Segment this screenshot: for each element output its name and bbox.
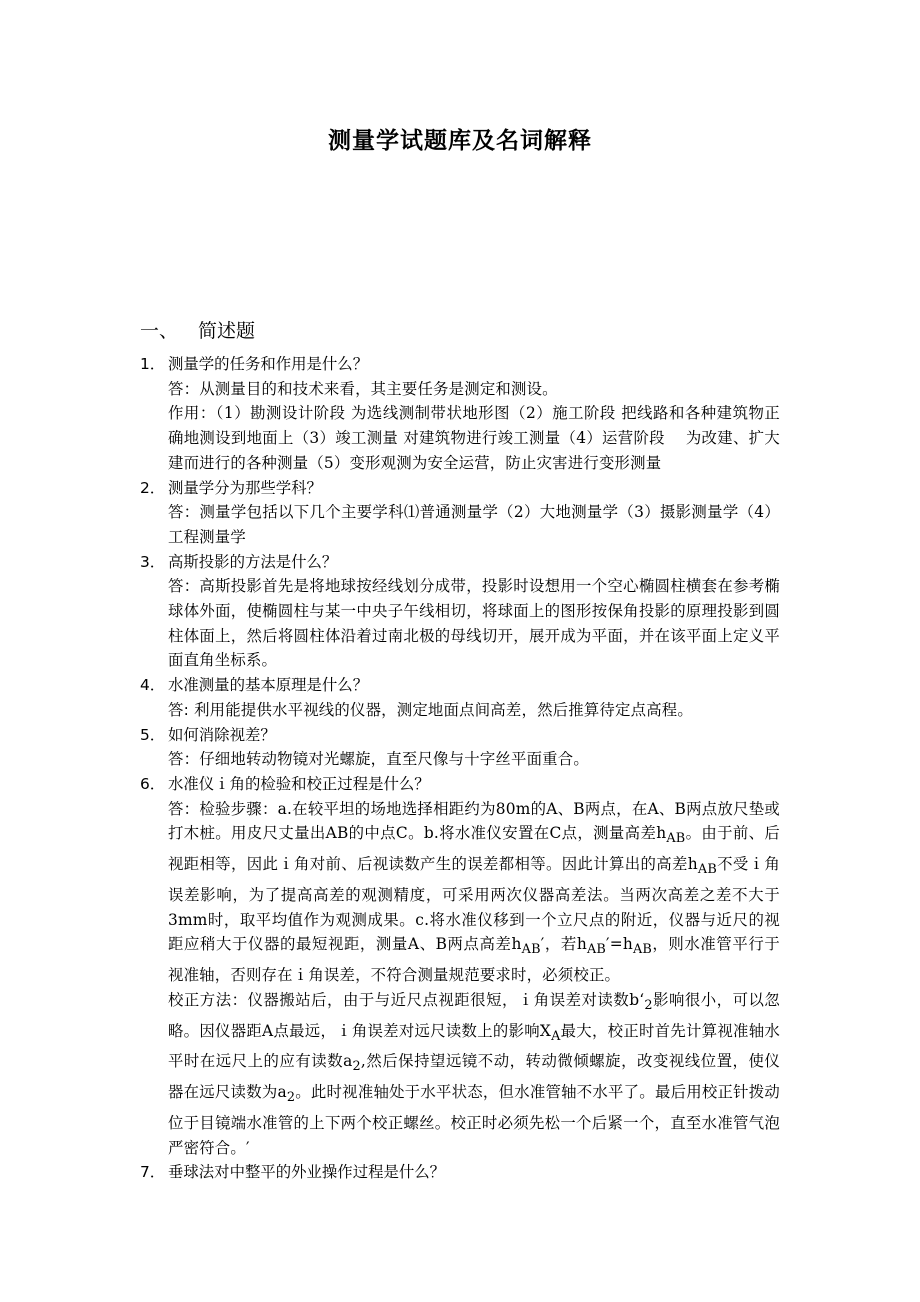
question-5 — [140, 723, 780, 772]
answer-paragraph — [168, 698, 780, 723]
page-title: 测量学试题库及名词解释 — [328, 128, 592, 154]
subscript: AB — [697, 862, 717, 878]
answer-text: ′，若h — [540, 935, 587, 954]
answer-text: ,然后保持望远镜不动，转动微倾螺旋，改变视线位置，使仪器在远尺读数为a — [168, 1052, 780, 1102]
answer-text: ，则水准管平行于视准轴，否则存在ｉ角误差，不符合测量规范要求时，必须校正。 — [168, 935, 780, 985]
answer-text: 检验步骤：a.在较平坦的场地选择相距约为80m的A、B两点，在A、B两点放尺垫或打木桩。用皮尺丈量出AB的中点C。b.将水准仪安置在C点，测量高差h — [168, 799, 780, 843]
subscript: A — [551, 1028, 561, 1044]
question-number: 6． — [140, 774, 166, 793]
question-text: 垂球法对中整平的外业操作过程是什么？ — [168, 1163, 446, 1182]
answer-paragraph — [168, 797, 780, 988]
answer-paragraph — [168, 377, 780, 402]
question-title — [140, 772, 780, 797]
answer-paragraph — [168, 574, 780, 673]
subscript: 2 — [644, 997, 653, 1013]
answer-text: 仔细地转动物镜对光螺旋，直至尺像与十字丝平面重合。 — [199, 750, 589, 769]
question-text: 高斯投影的方法是什么？ — [168, 552, 338, 571]
subscript: 2 — [286, 1090, 296, 1106]
question-2 — [140, 476, 780, 550]
question-list — [140, 352, 780, 1185]
answer-label: 答： — [168, 503, 200, 522]
subscript: AB — [666, 831, 686, 847]
answer-label: 答: — [168, 700, 189, 719]
answer-paragraph: 作用：（1）勘测设计阶段 为选线测制带状地形图（2）施工阶段 把线路和各种建筑物正确地测设到地面上（3）竣工测量 对建筑物进行竣工测量（4）运营阶段 为改建、扩大建而进行的各种测量（5）变形观测为安全运营，防止灾害进行变形测量 — [168, 404, 780, 472]
answer-text: 利用能提供水平视线的仪器，测定地面点间高差，然后推算待定点高程。 — [188, 700, 693, 719]
answer-label: 答： — [168, 750, 200, 769]
question-number: 7． — [140, 1163, 166, 1182]
question-6 — [140, 772, 780, 1160]
answer-text: 。由于前、后视距相等，因此ｉ角对前、后视读数产生的误差都相等。因此计算出的高差h — [168, 824, 780, 874]
section-number: 一、 — [140, 320, 179, 342]
subscript: AB — [521, 942, 541, 958]
answer-label: 答： — [168, 799, 200, 818]
question-text: 测量学分为那些学科？ — [168, 478, 322, 497]
answer-text: 高斯投影首先是将地球按经线划分成带，投影时设想用一个空心椭圆柱横套在参考椭球体外面，使椭圆柱与某一中央子午线相切，将球面上的图形按保角投影的原理投影到圆柱体面上，然后将圆柱体沿着过南北极的母线切开，展开成为平面，并在该平面上定义平面直角坐标系。 — [168, 577, 780, 670]
answer-label: 答： — [168, 577, 200, 596]
answer-label: 答： — [168, 379, 200, 398]
question-title — [140, 673, 780, 698]
answer-text: 从测量目的和技术来看，其主要任务是测定和测设。 — [199, 379, 558, 398]
question-text: 如何消除视差？ — [168, 725, 276, 744]
question-title — [140, 1160, 780, 1185]
answer-text: 校正方法：仪器搬站后，由于与近尺点视距很短，ｉ角误差对读数b‘ — [168, 990, 645, 1009]
question-title — [140, 476, 780, 501]
answer-text: 影响很小，可以忽略。因仪器距A点最远，ｉ角误差对远尺读数上的影响X — [168, 990, 780, 1040]
question-3 — [140, 550, 780, 674]
question-4 — [140, 673, 780, 722]
answer-text: 最大，校正时首先计算视准轴水平时在远尺上的应有读数a — [168, 1021, 780, 1071]
answer-paragraph — [168, 747, 780, 772]
answer-text: 不受ｉ角误差影响，为了提高高差的观测精度，可采用两次仪器高差法。当两次高差之差不大于3mm时，取平均值作为观测成果。c.将水准仪移到一个立尺点的附近，仪器与近尺的视距应稍大于仪器的最短视距，测量A、B两点高差h — [168, 855, 780, 954]
question-number: 4． — [140, 676, 166, 695]
subscript: AB — [586, 942, 607, 958]
question-title — [140, 352, 780, 377]
subscript: AB — [632, 942, 653, 958]
question-number: 2． — [140, 478, 166, 497]
answer-text: 。此时视准轴处于水平状态，但水准管轴不水平了。最后用校正针拨动位于目镜端水准管的上下两个校正螺丝。校正时必须先松一个后紧一个，直至水准管气泡严密符合。′ — [168, 1083, 780, 1157]
question-title — [140, 723, 780, 748]
question-number: 1． — [140, 355, 166, 373]
question-number: 5． — [140, 725, 166, 744]
subscript: 2 — [352, 1059, 361, 1075]
question-1 — [140, 352, 780, 476]
section-heading — [140, 316, 255, 343]
section-title: 简述题 — [198, 320, 256, 342]
answer-text: 测量学包括以下几个主要学科⑴普通测量学（2）大地测量学（3）摄影测量学（4）工程测量学 — [168, 503, 780, 546]
question-number: 3． — [140, 552, 166, 571]
answer-text: ′=h — [606, 935, 633, 954]
answer-paragraph — [168, 500, 780, 549]
answer-paragraph — [168, 988, 780, 1161]
question-title — [140, 550, 780, 575]
question-text: 测量学的任务和作用是什么？ — [168, 355, 369, 373]
question-text: 水准仪ｉ角的检验和校正过程是什么？ — [168, 774, 430, 793]
question-text: 水准测量的基本原理是什么？ — [168, 676, 369, 695]
question-7 — [140, 1160, 780, 1185]
